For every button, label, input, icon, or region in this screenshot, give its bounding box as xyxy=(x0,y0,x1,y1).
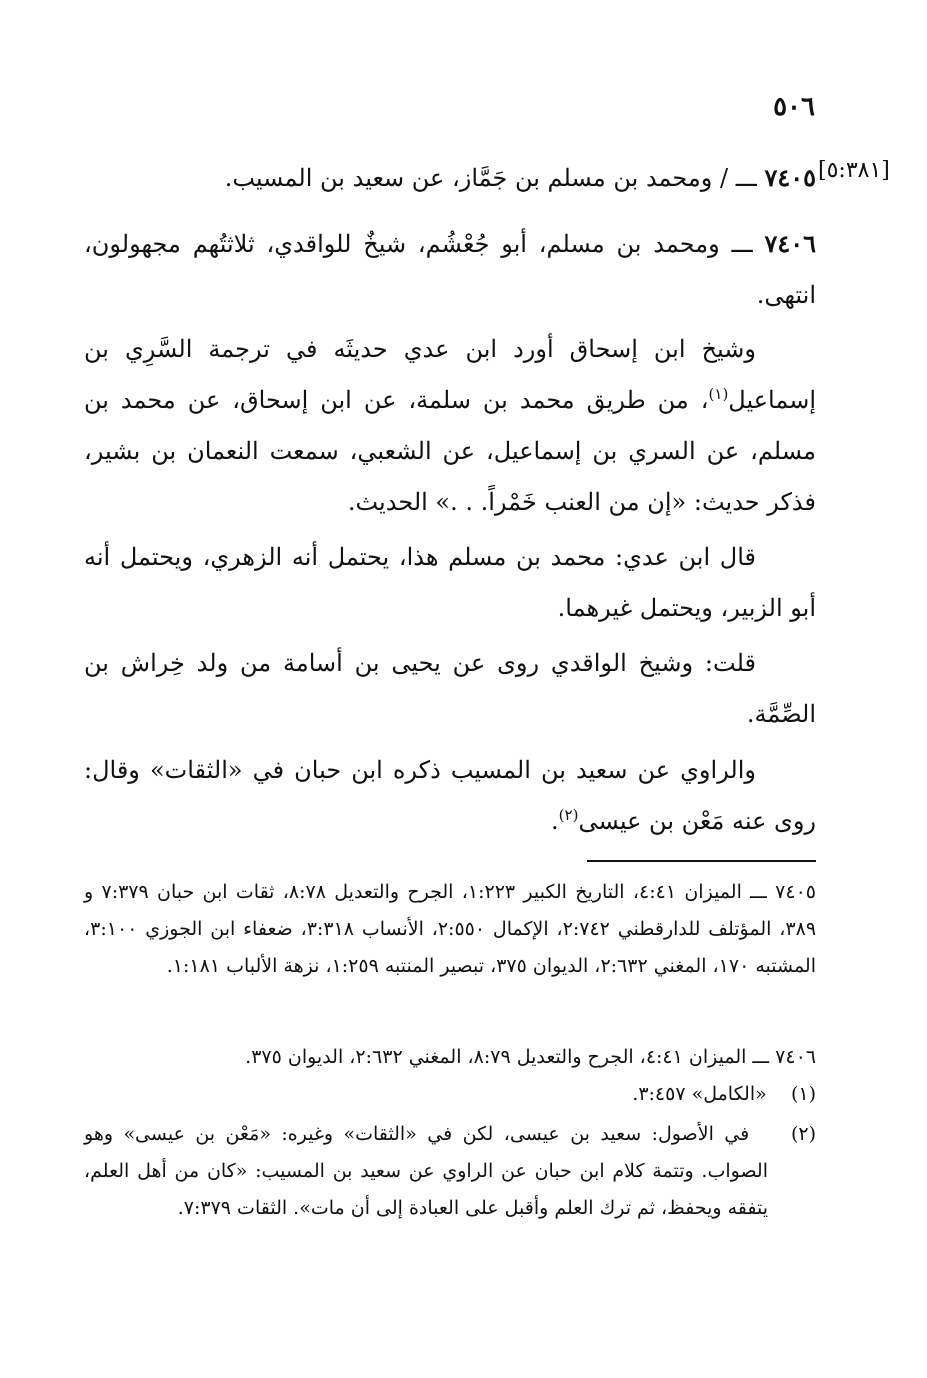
footnote-label: (١) xyxy=(790,1083,816,1105)
body-paragraph xyxy=(84,745,816,847)
footnote-text: ٧٤٠٦ ـــ الميزان ٤:٤١، الجرح والتعديل ٨:٧٩، المغني ٢:٦٣٢، الديوان ٣٧٥. xyxy=(245,1046,816,1068)
footnote-7405 xyxy=(84,874,816,985)
body-paragraph xyxy=(84,638,816,740)
footnote-text: في الأصول: سعيد بن عيسى، لكن في «الثقات» وغيره: «مَعْن بن عيسى» وهو الصواب. وتتمة كلام ابن حبان عن الراوي عن سعيد بن المسيب: «كان من أهل العلم، يتفقه ويحفظ، ثم ترك العلم وأقبل على العبادة إلى أن مات». الثقات ٧:٣٧٩. xyxy=(84,1123,768,1219)
page-number: ٥٠٦ xyxy=(773,92,815,122)
footnote-text: ٧٤٠٥ ـــ الميزان ٤:٤١، التاريخ الكبير ١:٢٢٣، الجرح والتعديل ٨:٧٨، ثقات ابن حبان ٧:٣٧٩ و ٣٨٩، المؤتلف للدارقطني ٢:٧٤٢، الإكمال ٢:٥٥٠، الأنساب ٣:٣١٨، ضعفاء ابن الجوزي ٣:١٠٠، المشتبه ١٧٠، المغني ٢:٦٣٢، الديوان ٣٧٥، تبصير المنتبه ١:٢٥٩، نزهة الألباب ١:١٨١. xyxy=(84,881,817,977)
entry-number: ٧٤٠٦ xyxy=(764,229,816,258)
paragraph-text: قلت: وشيخ الواقدي روى عن يحيى بن أسامة من ولد خِراش بن الصِّمَّة. xyxy=(84,649,816,728)
body-paragraph xyxy=(84,324,816,528)
footnote-marker: (٢) xyxy=(558,806,579,824)
footnote-text: «الكامل» ٣:٤٥٧. xyxy=(632,1083,767,1105)
entry-text: ـــ ومحمد بن مسلم، أبو جُعْشُم، شيخٌ للواقدي، ثلاثتُهم مجهولون، انتهى. xyxy=(84,230,816,309)
entry-number: ٧٤٠٥ xyxy=(764,163,816,192)
footnote-label: (٢) xyxy=(790,1123,816,1145)
entry-text: ـــ / ومحمد بن مسلم بن جَمَّاز، عن سعيد بن المسيب. xyxy=(224,164,757,192)
paragraph-text: وشيخ ابن إسحاق أورد ابن عدي حديثَه في ترجمة السَّرِي بن إسماعيل xyxy=(84,335,816,414)
paragraph-text: ، من طريق محمد بن سلمة، عن ابن إسحاق، عن محمد بن مسلم، عن السري بن إسماعيل، عن الشعبي، سمعت النعمان بن بشير، فذكر حديث: «إن من العنب خَمْراً. . .» الحديث. xyxy=(84,386,816,516)
entry-7405 xyxy=(84,152,816,204)
paragraph-text: قال ابن عدي: محمد بن مسلم هذا، يحتمل أنه الزهري، ويحتمل أنه أبو الزبير، ويحتمل غيرهما. xyxy=(84,543,816,622)
footnote-marker: (١) xyxy=(708,385,729,403)
entry-7406 xyxy=(84,218,816,321)
footnote-1 xyxy=(84,1076,816,1113)
footnote-divider xyxy=(587,860,816,862)
footnote-2 xyxy=(84,1116,816,1227)
body-paragraph xyxy=(84,532,816,634)
paragraph-text: . xyxy=(551,807,559,835)
margin-reference: [٥:٣٨١] xyxy=(818,158,890,183)
footnote-7406 xyxy=(84,1039,816,1076)
paragraph-text: والراوي عن سعيد بن المسيب ذكره ابن حبان في «الثقات» وقال: روى عنه مَعْن بن عيسى xyxy=(84,756,816,835)
